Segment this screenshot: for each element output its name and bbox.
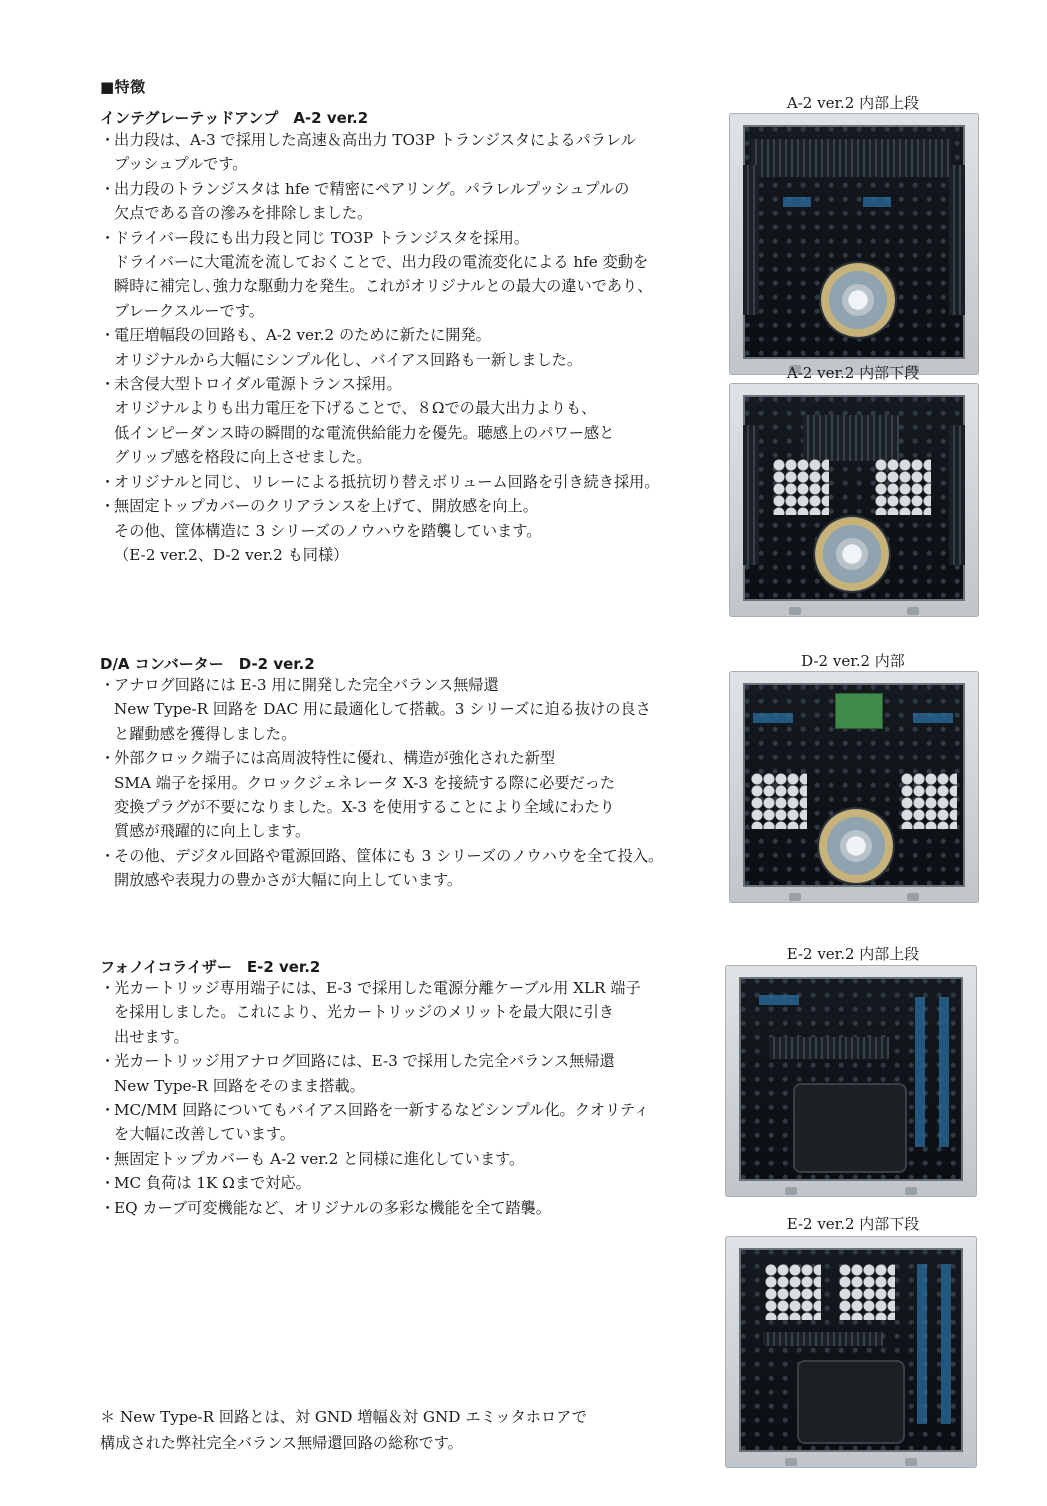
photo-d2 [729,671,979,903]
list-item: ・ 光カートリッジ用アナログ回路には、E-3 で採用した完全バランス無帰還 New Type-R 回路をそのまま搭載。 [92,1049,722,1098]
section-title-a2: インテグレーテッドアンプ A-2 ver.2 [100,109,369,127]
photo-caption-e2-upper: E-2 ver.2 内部上段 [786,945,920,963]
photo-a2-upper [729,113,979,375]
section-title-e2: フォノイコライザー E-2 ver.2 [100,958,321,976]
page-heading: ■特徴 [100,78,146,96]
list-item: ・ オリジナルと同じ、リレーによる抵抗切り替えボリューム回路を引き続き採用。 [92,470,722,494]
list-item: ・ 出力段は、A-3 で採用した高速＆高出力 TO3P トランジスタによるパラレル プッシュプルです。 [92,128,722,177]
list-item: ・ MC 負荷は 1K Ωまで対応。 [92,1171,722,1195]
list-item: ・ 出力段のトランジスタは hfe で精密にペアリング。パラレルプッシュプルの 欠点である音の滲みを排除しました。 [92,177,722,226]
photo-caption-a2-upper: A-2 ver.2 内部上段 [786,94,920,112]
list-item: ・ EQ カーブ可変機能など、オリジナルの多彩な機能を全て踏襲。 [92,1196,722,1220]
list-item: ・ ドライバー段にも出力段と同じ TO3P トランジスタを採用。 ドライバーに大電流を流しておくことで、出力段の電流変化による hfe 変動を 瞬時に補完し､強力な駆動力を発生。これがオリジナルとの最大の違いであり、 ブレークスルーです。 [92,226,722,324]
list-item: ・ 無固定トップカバーも A-2 ver.2 と同様に進化しています。 [92,1147,722,1171]
list-item: ・ 光カートリッジ専用端子には、E-3 で採用した電源分離ケーブル用 XLR 端子 を採用しました。これにより、光カートリッジのメリットを最大限に引き 出せます。 [92,976,722,1049]
photo-e2-lower [725,1236,977,1468]
feature-list-e2 [92,976,722,1220]
list-item: ・ その他、デジタル回路や電源回路、筐体にも 3 シリーズのノウハウを全て投入。 開放感や表現力の豊かさが大幅に向上しています。 [92,844,722,893]
feature-list-a2 [92,128,722,567]
feature-list-d2 [92,673,722,893]
list-item: ・ 未含侵大型トロイダル電源トランス採用。 オリジナルよりも出力電圧を下げることで、８Ωでの最大出力よりも、 低インピーダンス時の瞬間的な電流供給能力を優先。聴感上のパワー感と グリップ感を格段に向上させました。 [92,372,722,470]
list-item: ・ 外部クロック端子には高周波特性に優れ、構造が強化された新型 SMA 端子を採用。クロックジェネレータ X-3 を接続する際に必要だった 変換プラグが不要になりました。X-3 を使用することにより全域にわたり 質感が飛躍的に向上します。 [92,746,722,844]
photo-caption-a2-lower: A-2 ver.2 内部下段 [786,364,920,382]
photo-caption-e2-lower: E-2 ver.2 内部下段 [786,1215,920,1233]
list-item: ・ 電圧増幅段の回路も、A-2 ver.2 のために新たに開発。 オリジナルから大幅にシンプル化し、バイアス回路も一新しました。 [92,323,722,372]
photo-a2-lower [729,383,979,617]
section-title-d2: D/A コンバーター D-2 ver.2 [100,655,315,673]
photo-e2-upper [725,965,977,1197]
photo-caption-d2: D-2 ver.2 内部 [801,652,905,670]
list-item: ・ MC/MM 回路についてもバイアス回路を一新するなどシンプル化。クオリティ を大幅に改善しています。 [92,1098,722,1147]
list-item: ・ アナログ回路には E-3 用に開発した完全バランス無帰還 New Type-R 回路を DAC 用に最適化して搭載。3 シリーズに迫る抜けの良さ と躍動感を獲得しました。 [92,673,722,746]
footnote: ＊ New Type-R 回路とは、対 GND 増幅＆対 GND エミッタホロアで 構成された弊社完全バランス無帰還回路の総称です。 [100,1408,587,1452]
list-item: ・ 無固定トップカバーのクリアランスを上げて、開放感を向上。 その他、筐体構造に 3 シリーズのノウハウを踏襲しています。 （E-2 ver.2、D-2 ver.2 も同様） [92,494,722,567]
